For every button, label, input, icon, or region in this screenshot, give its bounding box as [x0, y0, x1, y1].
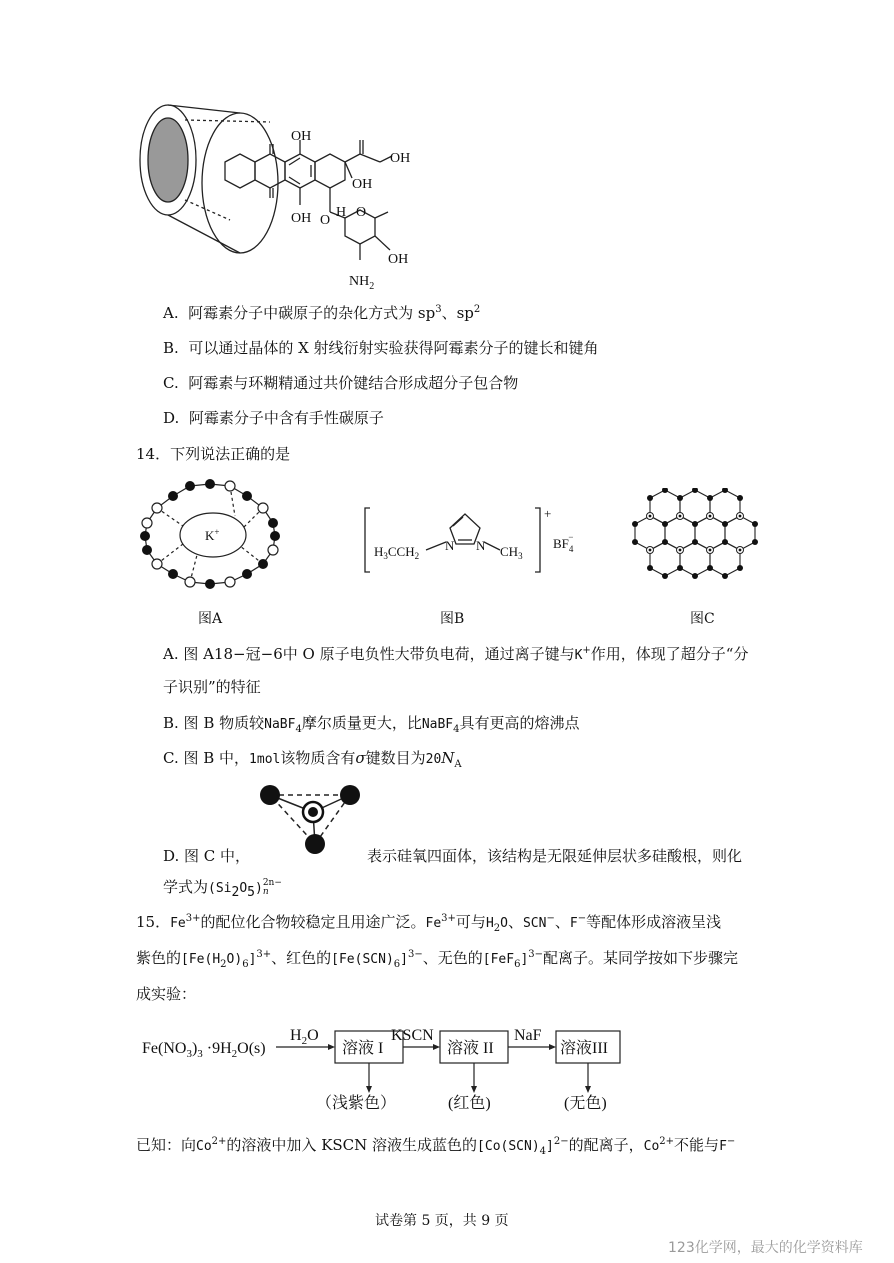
q13-option-a: A. 阿霉素分子中碳原子的杂化方式为 $sp^3$、$sp^2$	[163, 304, 481, 322]
nh2-label: $NH_2$	[349, 274, 375, 292]
q14-option-a-line2: 子识别”的特征	[163, 678, 261, 696]
bf4-label: $BF_4-$	[553, 532, 574, 554]
q15-known-line: 已知：向$Co^{2+}$的溶液中加入 KSCN 溶液生成蓝色的$[Co(SCN)_4]^{2-}$的配离子，$Co^{2+}$不能与F−	[136, 1136, 736, 1157]
q14-stem: 14．下列说法正确的是	[136, 445, 291, 463]
solution-1-box: 溶液 I	[342, 1040, 384, 1057]
ethyl-label: $H_3CCH_2$	[374, 544, 420, 561]
o-label: O	[320, 213, 331, 228]
q13-option-d: D. 阿霉素分子中含有手性碳原子	[163, 409, 384, 427]
q15-stem-line1: 15．$Fe^{3+}$的配位化合物较稳定且用途广泛。$Fe^{3+}$可与$H_2O$、SCN−、F−等配体形成溶液呈浅	[136, 913, 722, 934]
q14-option-c: C. 图 B 中，1mol该物质含有σ键数目为$20N_A$	[163, 749, 462, 770]
reagent-naf: NaF	[514, 1027, 542, 1044]
k-ion-label: K+	[205, 527, 220, 543]
color-2: (红色)	[448, 1095, 491, 1112]
q13-option-b: B. 可以通过晶体的 X 射线衍射实验获得阿霉素分子的键长和键角	[163, 339, 599, 357]
reagent-h2o: $H_2O$	[290, 1027, 319, 1047]
q14-option-b: B. 图 B 物质较NaBF$_4$摩尔质量更大，比NaBF$_4$具有更高的熔沸点	[163, 714, 580, 735]
color-1: （浅紫色）	[316, 1095, 397, 1112]
silicon-oxygen-tetrahedron-figure	[255, 780, 370, 860]
n1-label: N	[445, 538, 455, 553]
q14-option-d-line2: 学式为(Si2O5) 2n− n	[163, 878, 282, 900]
fig-b-label: 图B	[440, 611, 465, 627]
crown-ether-figure	[135, 478, 285, 590]
experiment-flow-diagram	[140, 1020, 640, 1120]
h-label: H	[336, 205, 347, 220]
o-ring-label: O	[356, 205, 367, 220]
oh-bottom-label: OH	[291, 211, 312, 226]
fig-a-label: 图A	[198, 611, 223, 627]
cation-charge: +	[544, 506, 552, 521]
oh-sugar-label: OH	[388, 252, 409, 267]
doxorubicin-cyclodextrin-figure	[130, 100, 450, 295]
oh-chain-label: OH	[390, 151, 411, 166]
q15-stem-line3: 成实验：	[136, 985, 197, 1003]
q14-option-d-line1: D. 图 C 中，	[163, 847, 251, 865]
q15-stem-line2: 紫色的$[Fe(H_2O)_6]^{3+}$、红色的$[Fe(SCN)_6]^{3-}$、无色的$[FeF_6]^{3-}$配离子。某同学按如下步骤完	[136, 949, 739, 970]
starting-material: $Fe(NO_3)_3 \cdot 9H_2O(s)$	[142, 1040, 266, 1060]
q14-option-d-line1b: 表示硅氧四面体，该结构是无限延伸层状多硅酸根，则化	[367, 847, 743, 865]
silicate-sheet-figure	[630, 488, 760, 588]
color-3: (无色)	[564, 1095, 607, 1112]
page-footer: 试卷第 5 页，共 9 页	[375, 1213, 509, 1229]
solution-3-box: 溶液III	[560, 1040, 608, 1057]
oh-top-label: OH	[291, 129, 312, 144]
solution-2-box: 溶液 II	[447, 1040, 494, 1057]
q13-option-c: C. 阿霉素与环糊精通过共价键结合形成超分子包合物	[163, 374, 519, 392]
n2-label: N	[476, 538, 486, 553]
methyl-label: $CH_3$	[500, 544, 523, 561]
reagent-kscn: KSCN	[391, 1027, 434, 1044]
ionic-liquid-figure	[360, 500, 595, 580]
fig-c-label: 图C	[690, 611, 715, 627]
watermark: 123化学网，最大的化学资料库	[668, 1240, 863, 1256]
oh-side-label: OH	[352, 177, 373, 192]
q14-option-a-line1: A. 图 A18−冠−6中 O 原子电负性大带负电荷，通过离子键与K+作用，体现了超分子“分	[163, 645, 749, 663]
